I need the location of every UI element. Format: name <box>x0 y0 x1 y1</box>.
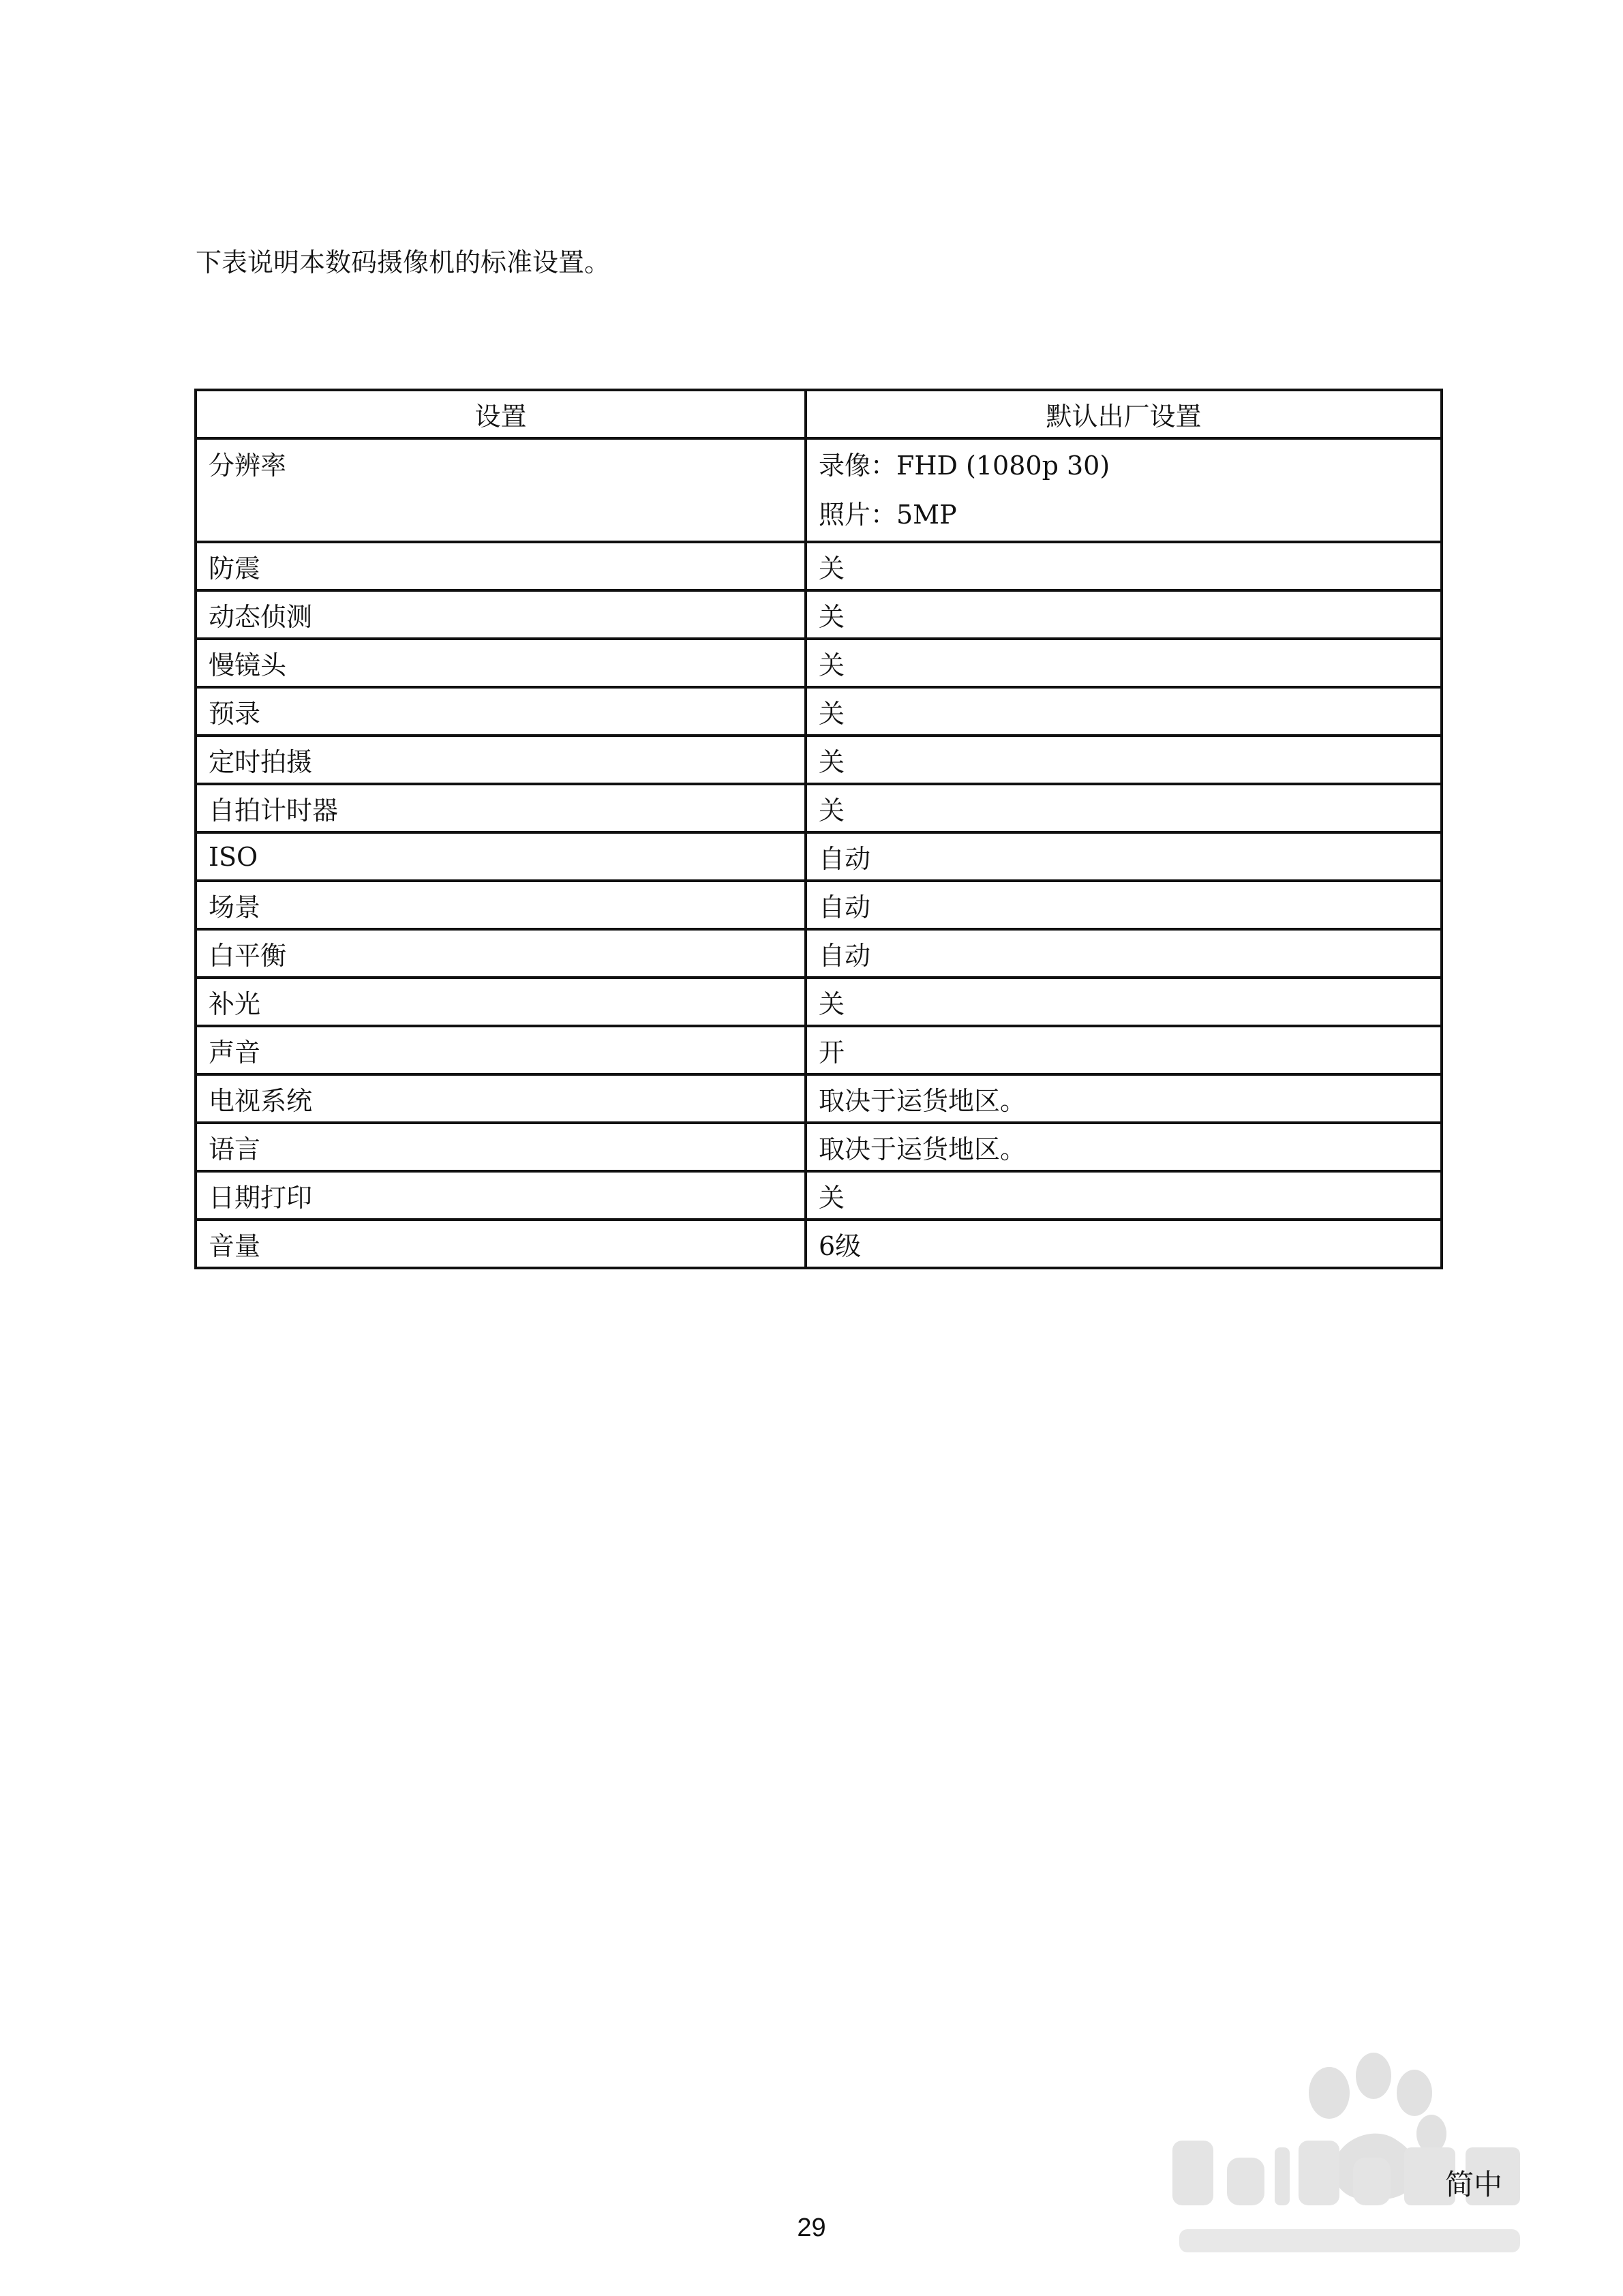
table-row <box>196 639 1442 687</box>
value-cell: 关 <box>806 590 1442 639</box>
setting-cell: ISO <box>196 832 806 881</box>
header-setting: 设置 <box>196 390 806 438</box>
setting-label: 分辨率 <box>209 451 287 481</box>
default-settings-table <box>194 389 1443 1269</box>
setting-cell <box>196 438 806 542</box>
table-row <box>196 687 1442 736</box>
setting-cell: 定时拍摄 <box>196 736 806 784</box>
setting-cell: 音量 <box>196 1220 806 1268</box>
value-cell <box>806 438 1442 542</box>
table-row <box>196 1220 1442 1268</box>
value-cell: 6级 <box>806 1220 1442 1268</box>
value-cell: 关 <box>806 687 1442 736</box>
table-row <box>196 881 1442 929</box>
header-default: 默认出厂设置 <box>806 390 1442 438</box>
table-header-row <box>196 390 1442 438</box>
setting-cell: 声音 <box>196 1026 806 1074</box>
table-row <box>196 590 1442 639</box>
intro-text: 下表说明本数码摄像机的标准设置。 <box>196 247 611 277</box>
value-cell: 自动 <box>806 832 1442 881</box>
language-tag: 简中 <box>1445 2168 1503 2201</box>
value-cell: 关 <box>806 784 1442 832</box>
setting-cell: 动态侦测 <box>196 590 806 639</box>
table-row <box>196 1123 1442 1171</box>
table-row <box>196 1026 1442 1074</box>
setting-cell: 日期打印 <box>196 1171 806 1220</box>
table-row <box>196 978 1442 1026</box>
table-row <box>196 438 1442 542</box>
value-cell: 取决于运货地区。 <box>806 1123 1442 1171</box>
setting-cell: 白平衡 <box>196 929 806 978</box>
value-cell: 取决于运货地区。 <box>806 1074 1442 1123</box>
table-row <box>196 1171 1442 1220</box>
setting-cell: 预录 <box>196 687 806 736</box>
setting-cell: 补光 <box>196 978 806 1026</box>
setting-cell: 语言 <box>196 1123 806 1171</box>
table-row <box>196 736 1442 784</box>
table-row <box>196 929 1442 978</box>
value-cell: 关 <box>806 736 1442 784</box>
value-cell: 关 <box>806 978 1442 1026</box>
value-line: 照片：5MP <box>819 500 957 530</box>
table-row <box>196 1074 1442 1123</box>
setting-cell: 自拍计时器 <box>196 784 806 832</box>
value-cell: 自动 <box>806 881 1442 929</box>
value-line: 录像：FHD (1080p 30) <box>819 451 1110 481</box>
value-cell: 关 <box>806 1171 1442 1220</box>
value-cell: 自动 <box>806 929 1442 978</box>
setting-cell: 电视系统 <box>196 1074 806 1123</box>
page-number: 29 <box>797 2214 826 2242</box>
table-row <box>196 784 1442 832</box>
setting-cell: 慢镜头 <box>196 639 806 687</box>
value-cell: 关 <box>806 542 1442 590</box>
table-row <box>196 832 1442 881</box>
value-cell: 关 <box>806 639 1442 687</box>
setting-cell: 场景 <box>196 881 806 929</box>
table-row <box>196 542 1442 590</box>
value-cell: 开 <box>806 1026 1442 1074</box>
setting-cell: 防震 <box>196 542 806 590</box>
